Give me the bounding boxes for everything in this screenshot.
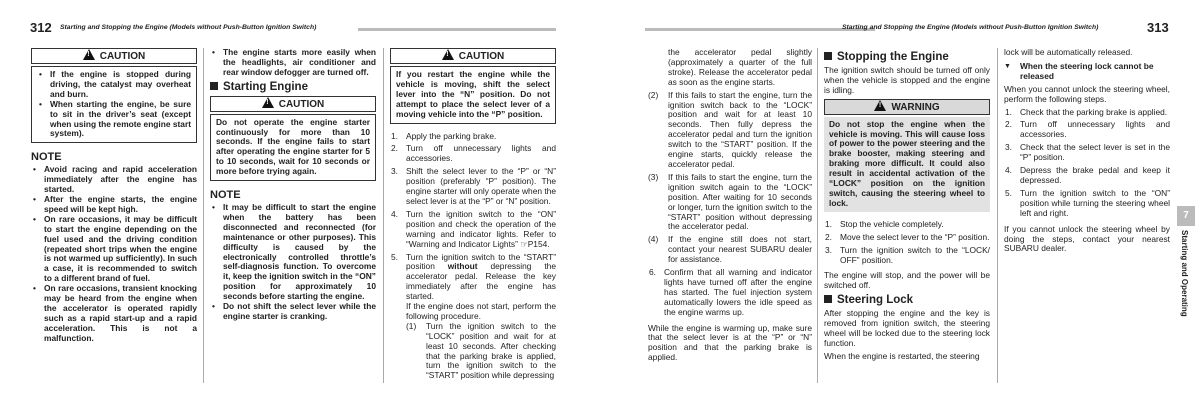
column-5 xyxy=(824,48,990,365)
bullet-item: • If the engine is stopped during driving, the catalyst may overheat and burn. xyxy=(37,70,191,100)
column-divider xyxy=(817,48,818,383)
step-item xyxy=(390,167,556,207)
warning-triangle-icon xyxy=(874,100,886,111)
step-item xyxy=(390,210,556,250)
warning-triangle-icon xyxy=(83,49,95,60)
square-bullet-icon xyxy=(210,82,218,90)
section-heading xyxy=(824,295,990,306)
substep-number: (2) xyxy=(648,89,659,100)
step-item xyxy=(390,144,556,164)
step-text: Move the select lever to the “P” position. xyxy=(840,231,990,242)
step-number: 2. xyxy=(825,231,832,242)
substep-item xyxy=(406,322,556,381)
substep-number: (4) xyxy=(648,234,659,245)
header-title: Starting and Stopping the Engine (Models without Push-Button Ignition Switch) xyxy=(842,24,1099,31)
step-item xyxy=(1004,143,1170,163)
paragraph: While the engine is warming up, make sure that the select lever is at the “P” or “N” position and that the parking brake is applied. xyxy=(648,322,812,363)
step-item xyxy=(824,220,990,230)
subheading xyxy=(1004,62,1170,82)
paragraph: lock will be automatically released. xyxy=(1004,47,1133,57)
bullet-item: • The engine starts more easily when the headlights, air conditioner and rear window defogger are turned off. xyxy=(210,48,376,78)
step-item xyxy=(648,268,812,318)
column-1 xyxy=(31,48,197,344)
section-heading-text: Steering Lock xyxy=(837,294,914,307)
square-bullet-icon xyxy=(824,52,832,60)
bullet-item: • On rare occasions, transient knocking may be heard from the engine when the accelerator is operated rapidly such as a rapid start-up and a rapid acceleration. This is not a malfunction. xyxy=(31,284,197,343)
caution-body: If you restart the engine while the vehicle is moving, shift the select lever into the “N” position. Do not attempt to place the select lever of a moving vehicle into the “P” position. xyxy=(390,66,556,124)
chapter-tab[interactable]: 7 xyxy=(1177,206,1195,226)
section-heading xyxy=(824,52,990,63)
header-title: Starting and Stopping the Engine (Models without Push-Button Ignition Switch) xyxy=(60,24,317,31)
step-number: 6. xyxy=(649,267,656,278)
substep-item xyxy=(648,173,812,232)
page-number: 312 xyxy=(30,20,52,35)
substep-item xyxy=(648,91,812,170)
column-divider xyxy=(997,48,998,383)
substep-text: the accelerator pedal slightly (approximately a quarter of the full stroke). Release the accelerator pedal as soon as the engine starts. xyxy=(668,47,812,87)
subheading-text: When the steering lock cannot be released xyxy=(1020,60,1154,81)
chapter-title: Starting and Operating xyxy=(1180,230,1189,317)
step-item xyxy=(1004,108,1170,118)
step-text: Stop the vehicle completely. xyxy=(840,218,944,229)
step-number: 2. xyxy=(1005,119,1012,130)
step-text: Depress the brake pedal and keep it depressed. xyxy=(1020,165,1170,185)
bullet-item: • Avoid racing and rapid acceleration immediately after the engine has started. xyxy=(31,165,197,195)
step-text: Check that the parking brake is applied. xyxy=(1020,106,1168,117)
bold-text: without xyxy=(447,261,478,272)
step-number: 4. xyxy=(391,208,398,219)
caution-box xyxy=(210,96,376,181)
caution-label: CAUTION xyxy=(278,98,325,110)
caution-box xyxy=(31,48,197,143)
paragraph: When the engine is restarted, the steering xyxy=(824,350,980,361)
substep-item xyxy=(648,235,812,265)
caution-title xyxy=(31,48,197,64)
step-number: 1. xyxy=(391,130,398,141)
step-extra-text: If the engine does not start, perform the following procedure. xyxy=(406,301,556,321)
caution-title xyxy=(390,48,556,64)
paragraph: The ignition switch should be turned off only when the vehicle is stopped and the engine is idling. xyxy=(824,64,990,95)
warning-title xyxy=(824,99,990,115)
substep-number: (1) xyxy=(406,320,417,331)
warning-triangle-icon xyxy=(262,97,274,108)
bullet-item: • When starting the engine, be sure to sit in the driver’s seat (except when using the remote engine start system). xyxy=(37,100,191,140)
caution-box xyxy=(390,48,556,124)
caution-label: CAUTION xyxy=(99,51,146,62)
bullet-item: • Do not shift the select lever while the engine starter is cranking. xyxy=(210,302,376,322)
column-3 xyxy=(390,48,556,384)
step-item xyxy=(824,233,990,243)
step-text: Check that the select lever is set in the “P” position. xyxy=(1020,142,1170,163)
caution-body: Do not operate the engine starter continuously for more than 10 seconds. If the engine fails to start after operating the engine starter for 5 to 10 seconds, wait for 10 seconds or more before trying again. xyxy=(210,114,376,181)
paragraph: If you cannot unlock the steering wheel by doing the steps, contact your nearest SUBARU dealer. xyxy=(1004,223,1170,254)
caution-label: CAUTION xyxy=(458,51,505,62)
note-heading: NOTE xyxy=(31,151,62,164)
caution-title xyxy=(210,96,376,112)
section-heading xyxy=(210,82,376,93)
step-text: Confirm that all warning and indicator lights have turned off after the engine has started. The fuel injection system automatically lowers the idle speed as the engine warms up. xyxy=(664,267,812,317)
square-bullet-icon xyxy=(824,295,832,303)
paragraph: After stopping the engine and the key is removed from ignition switch, the steering wheel will be locked due to the steering lock function. xyxy=(824,308,990,348)
step-text: Turn the ignition switch to the “ON” position and check the operation of the warning and indicator lights. Refer to “Warning and Indicator Lights” ☞P154. xyxy=(406,208,556,249)
warning-triangle-icon xyxy=(442,49,454,60)
step-text: Turn the ignition switch to the “LOCK/ OFF” position. xyxy=(840,244,990,265)
warning-label: WARNING xyxy=(891,101,940,113)
column-divider xyxy=(383,48,384,383)
step-item xyxy=(1004,189,1170,219)
paragraph: When you cannot unlock the steering wheel, perform the following steps. xyxy=(1004,83,1170,104)
step-number: 5. xyxy=(391,251,398,262)
step-text: Shift the select lever to the “P” or “N” position (preferably “P” position). The engine starter will only operate when the select lever is at the “P” or “N” position. xyxy=(406,166,556,206)
bullet-item: • On rare occasions, it may be difficult to start the engine depending on the fuel used and the driving condition (repeated short trips when the engine is not warmed up sufficiently). In such a case, it is recommended to switch to a different brand of fuel. xyxy=(31,215,197,284)
step-number: 3. xyxy=(1005,142,1012,153)
step-number: 5. xyxy=(1005,187,1012,198)
bullet-item: • After the engine starts, the engine speed will be kept high. xyxy=(31,195,197,215)
step-item xyxy=(1004,166,1170,186)
substep-text: Turn the ignition switch to the “LOCK” position and wait for at least 10 seconds. After checking that the parking brake is applied, turn the ignition switch to the “START” position while depressing xyxy=(426,320,556,381)
step-number: 3. xyxy=(825,244,832,255)
step-text: Turn the ignition switch to the “ON” position while turning the steering wheel left and right. xyxy=(1020,187,1170,218)
column-2 xyxy=(210,48,376,322)
step-item xyxy=(390,253,556,382)
down-triangle-icon: ▼ xyxy=(1004,62,1011,70)
substep-number: (3) xyxy=(648,171,659,182)
warning-body: Do not stop the engine when the vehicle is moving. This will cause loss of power to the power steering and the brake booster, making steering and braking more difficult. It could also result in accidental activation of the “LOCK” position on the ignition switch, causing the steering wheel to lock. xyxy=(824,117,990,212)
page-number: 313 xyxy=(1147,20,1169,35)
column-4 xyxy=(648,48,812,366)
note-heading: NOTE xyxy=(210,189,241,202)
step-item xyxy=(824,246,990,266)
step-number: 2. xyxy=(391,143,398,154)
paragraph: The engine will stop, and the power will be switched off. xyxy=(824,270,990,291)
warning-box xyxy=(824,99,990,212)
caution-body xyxy=(31,66,197,143)
step-item xyxy=(1004,120,1170,140)
substep-text: If this fails to start the engine, turn the ignition switch again to the “LOCK” position. After waiting for 10 seconds or longer, turn the ignition switch to the “START” position without depressing the accelerator pedal. xyxy=(668,171,812,232)
substep-text: If the engine still does not start, contact your nearest SUBARU dealer for assistance. xyxy=(668,234,812,265)
step-number: 1. xyxy=(825,218,832,229)
column-6 xyxy=(1004,48,1170,257)
step-number: 1. xyxy=(1005,106,1012,117)
header-rule xyxy=(358,28,556,31)
step-number: 4. xyxy=(1005,165,1012,176)
step-text: Turn off unnecessary lights and accessories. xyxy=(406,143,556,164)
step-text: Turn off unnecessary lights and accessories. xyxy=(1020,119,1170,140)
substep-text: If this fails to start the engine, turn the ignition switch back to the “LOCK” position and wait for at least 10 seconds. Then fully depress the accelerator pedal and turn the ignition switch to the “START” position. If the engine starts, quickly release the accelerator pedal. xyxy=(668,89,812,169)
section-heading-text: Starting Engine xyxy=(223,80,308,93)
step-item xyxy=(390,132,556,142)
header-rule xyxy=(645,28,875,31)
section-heading-text: Stopping the Engine xyxy=(837,51,949,63)
substep-item xyxy=(648,48,812,88)
step-number: 3. xyxy=(391,166,398,177)
step-text: Turn the ignition switch to the “START” position without depressing the accelerator pedal. Release the key immediately after the engine has started. xyxy=(406,251,556,302)
bullet-item: • It may be difficult to start the engine when the battery has been disconnected and reconnected (for maintenance or other purposes). This difficulty is caused by the electronically controlled throttle’s self-diagnosis function. To overcome it, keep the ignition switch in the “ON” position for approximately 10 seconds before starting the engine. xyxy=(210,203,376,302)
step-text: Apply the parking brake. xyxy=(406,130,497,141)
column-divider xyxy=(203,48,204,383)
